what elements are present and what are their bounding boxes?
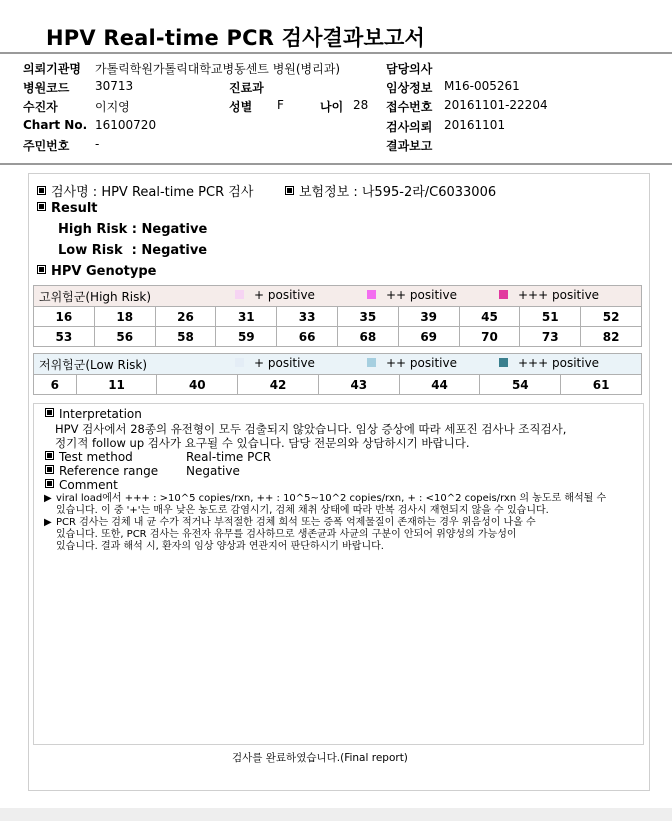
reference-range-value: Negative xyxy=(186,464,240,478)
legend-swatch-icon xyxy=(499,358,508,367)
reference-range-label xyxy=(45,464,158,478)
test-name-text: 검사명 : HPV Real-time PCR 검사 xyxy=(51,185,254,200)
low-legend-plus2-label: ++ positive xyxy=(386,356,457,370)
genotype-heading xyxy=(37,264,156,279)
genotype-cell: 44 xyxy=(399,375,480,395)
interpretation-line-1: HPV 검사에서 28종의 유전형이 모두 검출되지 않았습니다. 임상 증상에 따라 세포진 검사나 조직검사, xyxy=(55,422,567,436)
legend-swatch-icon xyxy=(499,290,508,299)
genotype-cell: 56 xyxy=(94,327,155,347)
low-legend-plus xyxy=(235,356,315,370)
resident-number-label: 주민번호 xyxy=(23,139,70,153)
high-legend-plus2-label: ++ positive xyxy=(386,288,457,302)
low-legend-plus2 xyxy=(367,356,457,370)
header-divider xyxy=(0,163,672,165)
low-risk-result: Low Risk : Negative xyxy=(58,243,208,258)
request-date-value: 20161101 xyxy=(444,118,506,132)
high-legend-plus xyxy=(235,288,315,302)
genotype-cell: 73 xyxy=(520,327,581,347)
genotype-cell: 66 xyxy=(277,327,338,347)
genotype-cell: 70 xyxy=(459,327,520,347)
chart-no-label: Chart No. xyxy=(23,118,88,132)
genotype-cell: 26 xyxy=(155,307,216,327)
comment-2-line-1: PCR 검사는 검체 내 균 수가 적거나 부적절한 검체 희석 또는 증폭 억제물질이 존재하는 경우 위음성이 나올 수 xyxy=(56,517,536,528)
low-legend-plus3 xyxy=(499,356,599,370)
legend-swatch-icon xyxy=(235,290,244,299)
legend-swatch-icon xyxy=(235,358,244,367)
test-method-label-text: Test method xyxy=(59,450,133,464)
genotype-cell: 51 xyxy=(520,307,581,327)
clinical-info-label: 임상정보 xyxy=(386,81,433,95)
genotype-cell: 11 xyxy=(76,375,157,395)
result-report-label: 결과보고 xyxy=(386,139,433,153)
genotype-cell: 18 xyxy=(94,307,155,327)
genotype-cell: 42 xyxy=(238,375,319,395)
interpretation-line-2: 정기적 follow up 검사가 요구될 수 있습니다. 담당 전문의와 상담하시기 바랍니다. xyxy=(55,436,470,450)
institution-label: 의뢰기관명 xyxy=(23,62,81,76)
receipt-number-label: 접수번호 xyxy=(386,100,433,114)
clinical-info-value: M16-005261 xyxy=(444,79,520,93)
genotype-cell: 82 xyxy=(581,327,642,347)
comment-1-line-1: viral load에서 +++ : >10^5 copies/rxn, ++ : 10^5~10^2 copies/rxn, + : <10^2 copeis/rxn 의 농도로 해석될 수 xyxy=(56,493,607,504)
request-date-label: 검사의뢰 xyxy=(386,120,433,134)
low-legend-plus-label: + positive xyxy=(254,356,315,370)
genotype-cell: 39 xyxy=(398,307,459,327)
insurance-text: 보험정보 : 나595-2라/C6033006 xyxy=(299,185,497,200)
comment-2-line-2: 있습니다. 또한, PCR 검사는 유전자 유무를 검사하므로 생존균과 사균의 구분이 안되어 위양성의 가능성이 xyxy=(56,529,517,540)
genotype-cell: 6 xyxy=(34,375,77,395)
high-risk-header: 고위험군(High Risk) xyxy=(39,290,151,304)
hospital-code-label: 병원코드 xyxy=(23,81,70,95)
sex-value: F xyxy=(277,98,284,112)
high-legend-plus2 xyxy=(367,288,457,302)
interpretation-heading xyxy=(45,407,142,421)
legend-swatch-icon xyxy=(367,358,376,367)
genotype-cell: 61 xyxy=(561,375,642,395)
bullet-square-icon xyxy=(45,465,54,474)
test-method-value: Real-time PCR xyxy=(186,450,272,464)
comment-1-line-2: 있습니다. 이 중 '+'는 매우 낮은 농도로 감염시기, 검체 채취 상태에 따라 반복 검사시 재현되지 않을 수 있습니다. xyxy=(56,505,549,516)
institution-value: 가톨릭학원가톨릭대학교병동센트 병원(병리과) xyxy=(95,62,341,76)
hospital-code-value: 30713 xyxy=(95,79,134,93)
sex-label: 성별 xyxy=(229,100,253,114)
genotype-cell: 33 xyxy=(277,307,338,327)
bullet-square-icon xyxy=(45,451,54,460)
comment-2-line-3: 있습니다. 결과 해석 시, 환자의 임상 양상과 연관지어 판단하시기 바랍니다. xyxy=(56,541,384,552)
high-risk-row-2 xyxy=(34,327,642,347)
result-heading xyxy=(37,201,98,216)
age-label: 나이 xyxy=(320,100,344,114)
bullet-square-icon xyxy=(37,265,46,274)
high-risk-result: High Risk : Negative xyxy=(58,222,208,237)
doctor-label: 담당의사 xyxy=(386,62,433,76)
recipient-label: 수진자 xyxy=(23,100,58,114)
department-label: 진료과 xyxy=(229,81,264,95)
bullet-square-icon xyxy=(285,186,294,195)
top-divider xyxy=(0,52,672,54)
bullet-square-icon xyxy=(37,202,46,211)
genotype-cell: 31 xyxy=(216,307,277,327)
genotype-heading-text: HPV Genotype xyxy=(51,264,157,279)
bullet-square-icon xyxy=(45,479,54,488)
comment-label-text: Comment xyxy=(59,478,118,492)
arrow-bullet-icon: ▶ xyxy=(44,517,52,528)
genotype-cell: 45 xyxy=(459,307,520,327)
test-name-line xyxy=(37,181,253,200)
genotype-cell: 16 xyxy=(34,307,95,327)
insurance-line xyxy=(285,181,496,200)
low-risk-header: 저위험군(Low Risk) xyxy=(39,358,148,372)
high-risk-row-1 xyxy=(34,307,642,327)
genotype-cell: 54 xyxy=(480,375,561,395)
bullet-square-icon xyxy=(37,186,46,195)
genotype-cell: 59 xyxy=(216,327,277,347)
report-title: HPV Real-time PCR 검사결과보고서 xyxy=(46,26,425,50)
genotype-cell: 35 xyxy=(337,307,398,327)
genotype-cell: 43 xyxy=(318,375,399,395)
genotype-cell: 52 xyxy=(581,307,642,327)
genotype-cell: 40 xyxy=(157,375,238,395)
high-legend-plus-label: + positive xyxy=(254,288,315,302)
age-value: 28 xyxy=(353,98,369,112)
recipient-value: 이지영 xyxy=(95,100,130,114)
genotype-cell: 68 xyxy=(337,327,398,347)
genotype-cell: 69 xyxy=(398,327,459,347)
resident-number-value: - xyxy=(95,137,100,151)
genotype-cell: 53 xyxy=(34,327,95,347)
low-legend-plus3-label: +++ positive xyxy=(518,356,600,370)
result-heading-text: Result xyxy=(51,201,98,216)
receipt-number-value: 20161101-22204 xyxy=(444,98,548,112)
interpretation-heading-text: Interpretation xyxy=(59,407,142,421)
legend-swatch-icon xyxy=(367,290,376,299)
final-report-footer: 검사를 완료하였습니다.(Final report) xyxy=(232,752,408,764)
bullet-square-icon xyxy=(45,408,54,417)
chart-no-value: 16100720 xyxy=(95,118,157,132)
arrow-bullet-icon: ▶ xyxy=(44,493,52,504)
low-risk-row xyxy=(34,375,642,395)
comment-label xyxy=(45,478,118,492)
page-bottom-band xyxy=(0,808,672,821)
reference-range-label-text: Reference range xyxy=(59,464,159,478)
test-method-label xyxy=(45,450,133,464)
high-legend-plus3 xyxy=(499,288,599,302)
genotype-cell: 58 xyxy=(155,327,216,347)
high-legend-plus3-label: +++ positive xyxy=(518,288,600,302)
